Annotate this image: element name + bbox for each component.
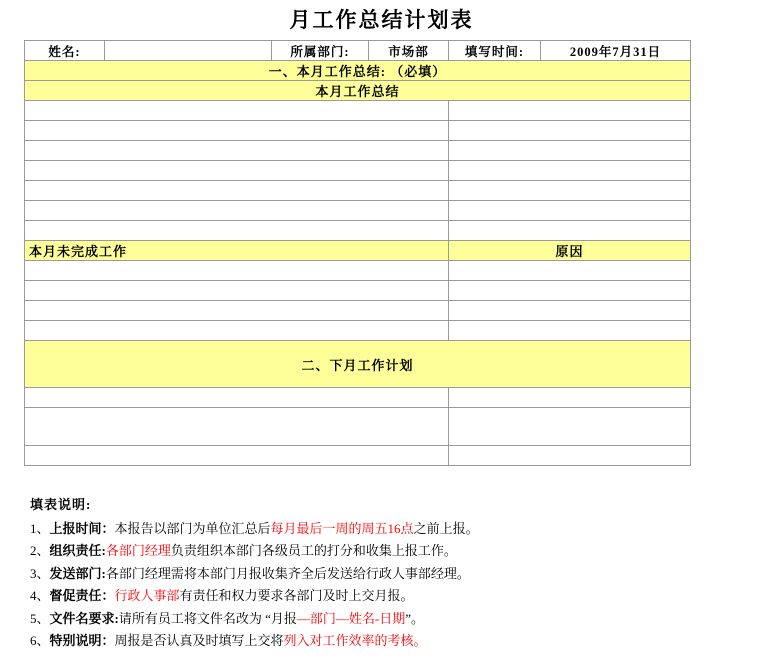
summary-text-cell[interactable]: [25, 101, 449, 121]
summary-side-cell[interactable]: [449, 141, 691, 161]
summary-header-row: [25, 81, 691, 101]
info-row: [25, 41, 691, 61]
instructions-list: [30, 518, 740, 653]
instruction-text-run: 各部门经理: [105, 543, 171, 558]
table-row[interactable]: [25, 121, 691, 141]
reason-text-cell[interactable]: [449, 321, 691, 341]
unfinished-label: 本月未完成工作: [25, 241, 449, 261]
section-one-banner-row: [25, 61, 691, 81]
plan-side-cell[interactable]: [449, 408, 691, 446]
reason-text-cell[interactable]: [449, 261, 691, 281]
worksheet-body: [25, 41, 691, 466]
section-two-banner-row: [25, 341, 691, 388]
instruction-number: 6、: [30, 633, 50, 648]
name-input-cell[interactable]: [105, 41, 272, 61]
table-row[interactable]: [25, 408, 691, 446]
reason-label: 原因: [449, 241, 691, 261]
name-label: 姓名:: [25, 41, 105, 61]
instruction-text-run: 有责任和权力要求各部门及时上交月报。: [179, 588, 414, 603]
section-one-banner: 一、本月工作总结: （必填）: [25, 61, 691, 81]
instruction-text-run: 之前上报。: [413, 520, 479, 536]
summary-side-cell[interactable]: [449, 121, 691, 141]
table-row[interactable]: [25, 281, 691, 301]
summary-side-cell[interactable]: [449, 201, 691, 221]
reason-text-cell[interactable]: [449, 281, 691, 301]
instruction-number: 3、: [30, 565, 50, 581]
department-value[interactable]: 市场部: [369, 41, 449, 61]
table-row[interactable]: [25, 181, 691, 201]
instruction-item: [30, 540, 740, 563]
summary-side-cell[interactable]: [449, 161, 691, 181]
instruction-number: 2、: [30, 543, 50, 558]
table-row[interactable]: [25, 221, 691, 241]
table-row[interactable]: [25, 388, 691, 408]
page-title: 月工作总结计划表: [289, 8, 474, 32]
table-row[interactable]: [25, 101, 691, 121]
instruction-text-run: 负责组织本部门各级员工的打分和收集上报工作。: [170, 543, 457, 558]
instruction-key: 组织责任:: [49, 543, 106, 558]
instruction-key: 发送部门:: [49, 565, 106, 581]
unfinished-header-row: [25, 241, 691, 261]
instruction-number: 1、: [30, 520, 50, 536]
instructions-title: 填表说明:: [30, 497, 92, 512]
unfinished-text-cell[interactable]: [25, 301, 449, 321]
instructions-section: [30, 494, 740, 653]
summary-side-cell[interactable]: [449, 221, 691, 241]
instruction-key: 特别说明：: [49, 633, 115, 648]
instruction-text-run: 各部门经理需将本部门月报收集齐全后发送给行政人事部经理。: [105, 565, 470, 581]
worksheet-table-container: [24, 40, 690, 466]
fill-date-value[interactable]: 2009年7月31日: [541, 41, 691, 61]
instruction-number: 5、: [30, 610, 50, 626]
instruction-key: 文件名要求:: [49, 610, 119, 626]
summary-text-cell[interactable]: [25, 201, 449, 221]
table-row[interactable]: [25, 201, 691, 221]
summary-text-cell[interactable]: [25, 121, 449, 141]
summary-text-cell[interactable]: [25, 161, 449, 181]
table-row[interactable]: [25, 321, 691, 341]
unfinished-text-cell[interactable]: [25, 261, 449, 281]
instruction-text-run: 每月最后一周的周五16点: [270, 520, 414, 536]
instruction-item: [30, 630, 740, 653]
section-two-banner: 二、下月工作计划: [25, 341, 691, 388]
summary-header: 本月工作总结: [25, 81, 691, 101]
table-row[interactable]: [25, 141, 691, 161]
instruction-number: 4、: [30, 588, 50, 603]
plan-side-cell[interactable]: [449, 388, 691, 408]
instruction-key: 督促责任：: [49, 588, 115, 603]
plan-text-cell[interactable]: [25, 408, 449, 446]
instruction-text-run: 行政人事部: [114, 588, 180, 603]
table-row[interactable]: [25, 446, 691, 466]
worksheet-table: [24, 40, 691, 466]
summary-text-cell[interactable]: [25, 141, 449, 161]
table-row[interactable]: [25, 161, 691, 181]
reason-text-cell[interactable]: [449, 301, 691, 321]
summary-text-cell[interactable]: [25, 221, 449, 241]
instruction-item: [30, 518, 740, 541]
unfinished-text-cell[interactable]: [25, 281, 449, 301]
instruction-text-run: ”。: [405, 610, 425, 626]
summary-text-cell[interactable]: [25, 181, 449, 201]
unfinished-text-cell[interactable]: [25, 321, 449, 341]
instruction-text-run: 周报是否认真及时填写上交将: [114, 633, 284, 648]
instruction-text-run: 本报告以部门为单位汇总后: [114, 520, 271, 536]
plan-side-cell[interactable]: [449, 446, 691, 466]
instruction-item: [30, 585, 740, 608]
table-row[interactable]: [25, 301, 691, 321]
fill-date-label: 填写时间:: [449, 41, 541, 61]
instruction-item: [30, 608, 740, 631]
instruction-key: 上报时间：: [49, 520, 115, 536]
instruction-text-run: —部门—姓名-日期: [296, 610, 406, 626]
department-label: 所属部门:: [272, 41, 369, 61]
instruction-text-run: 列入对工作效率的考核。: [283, 633, 427, 648]
instruction-text-run: 请所有员工将文件名改为 “月报: [118, 610, 297, 626]
table-row[interactable]: [25, 261, 691, 281]
plan-text-cell[interactable]: [25, 388, 449, 408]
plan-text-cell[interactable]: [25, 446, 449, 466]
instruction-item: [30, 563, 740, 586]
summary-side-cell[interactable]: [449, 101, 691, 121]
summary-side-cell[interactable]: [449, 181, 691, 201]
